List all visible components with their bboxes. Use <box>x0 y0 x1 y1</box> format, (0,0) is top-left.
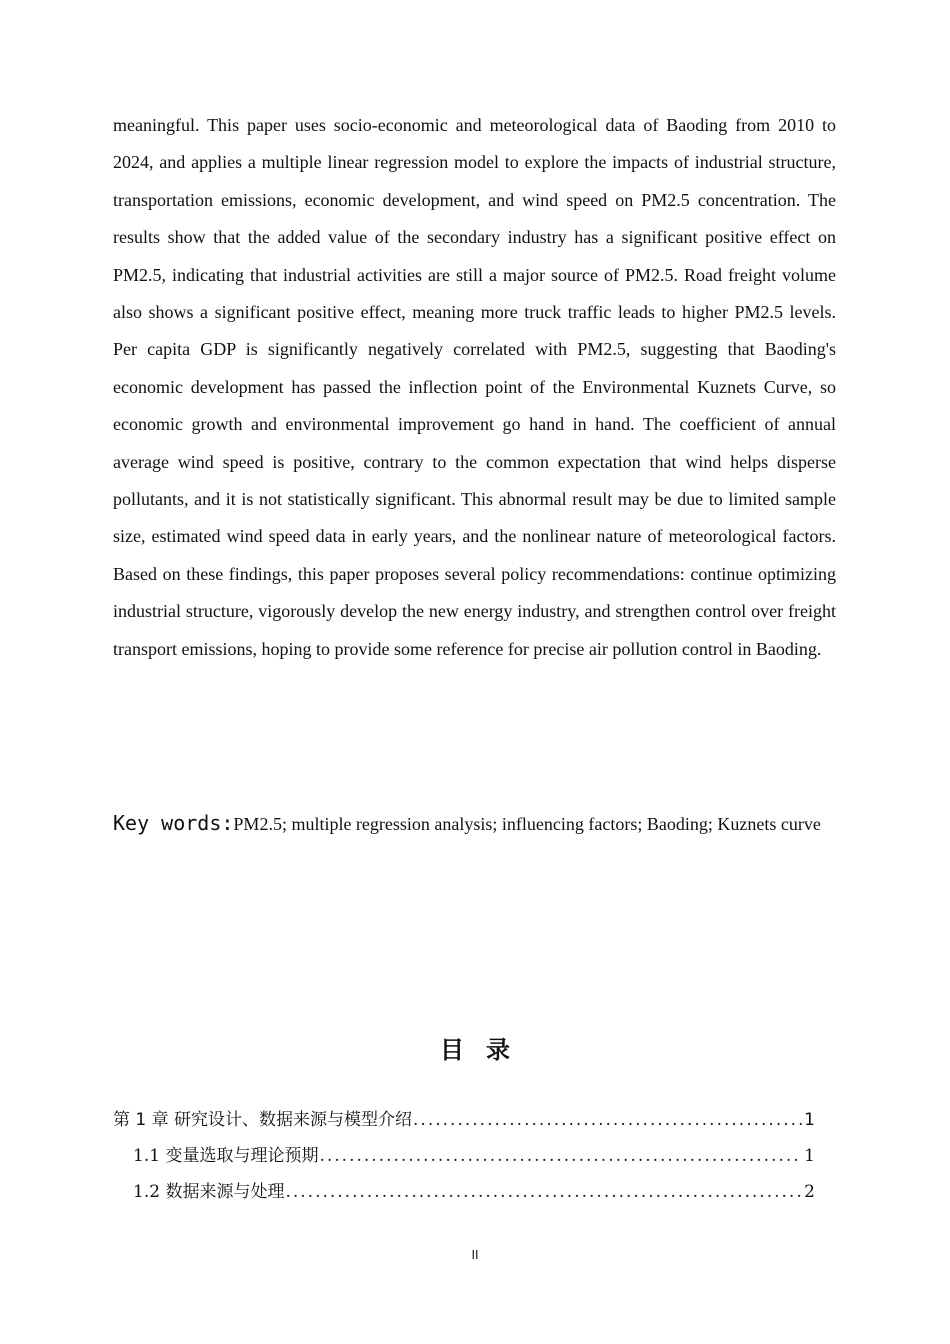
abstract-paragraph: meaningful. This paper uses socio-economic and meteorological data of Baoding from 2010 to 2024, and applies a multiple linear regression model to explore the impacts of industrial structure, transportation emissions, economic development, and wind speed on PM2.5 concentration. The results show that the added value of the secondary industry has a significant positive effect on PM2.5, indicating that industrial activities are still a major source of PM2.5. Road freight volume also shows a significant positive effect, meaning more truck traffic leads to higher PM2.5 levels. Per capita GDP is significantly negatively correlated with PM2.5, suggesting that Baoding's economic development has passed the inflection point of the Environmental Kuznets Curve, so economic growth and environmental improvement go hand in hand. The coefficient of annual average wind speed is positive, contrary to the common expectation that wind helps disperse pollutants, and it is not statistically significant. This abnormal result may be due to limited sample size, estimated wind speed data in early years, and the nonlinear nature of meteorological factors. Based on these findings, this paper proposes several policy recommendations: continue optimizing industrial structure, vigorously develop the new energy industry, and strengthen control over freight transport emissions, hoping to provide some reference for precise air pollution control in Baoding. <box>113 115 836 659</box>
toc-entry-chapter-1[interactable] <box>113 1105 815 1141</box>
toc-entry-page: 1 <box>804 1146 815 1166</box>
table-of-contents <box>113 1105 815 1213</box>
toc-dot-leader <box>285 1182 802 1202</box>
toc-entry-section-1-2[interactable] <box>113 1177 815 1213</box>
toc-dot-leader <box>413 1110 802 1130</box>
keywords-text: PM2.5; multiple regression analysis; influencing factors; Baoding; Kuznets curve <box>233 814 821 834</box>
toc-entry-page: 2 <box>804 1182 815 1202</box>
page-number: II <box>471 1248 479 1262</box>
toc-entry-label: 1.2 数据来源与处理 <box>133 1182 285 1202</box>
toc-title: 目录 <box>440 1036 532 1064</box>
toc-entry-page: 1 <box>804 1110 815 1130</box>
toc-entry-section-1-1[interactable] <box>113 1141 815 1177</box>
toc-entry-label: 1.1 变量选取与理论预期 <box>133 1146 319 1166</box>
toc-entry-label: 第 1 章 研究设计、数据来源与模型介绍 <box>113 1110 413 1130</box>
keywords-line <box>113 806 836 841</box>
toc-dot-leader <box>319 1146 802 1166</box>
keywords-label: Key words: <box>113 811 234 835</box>
